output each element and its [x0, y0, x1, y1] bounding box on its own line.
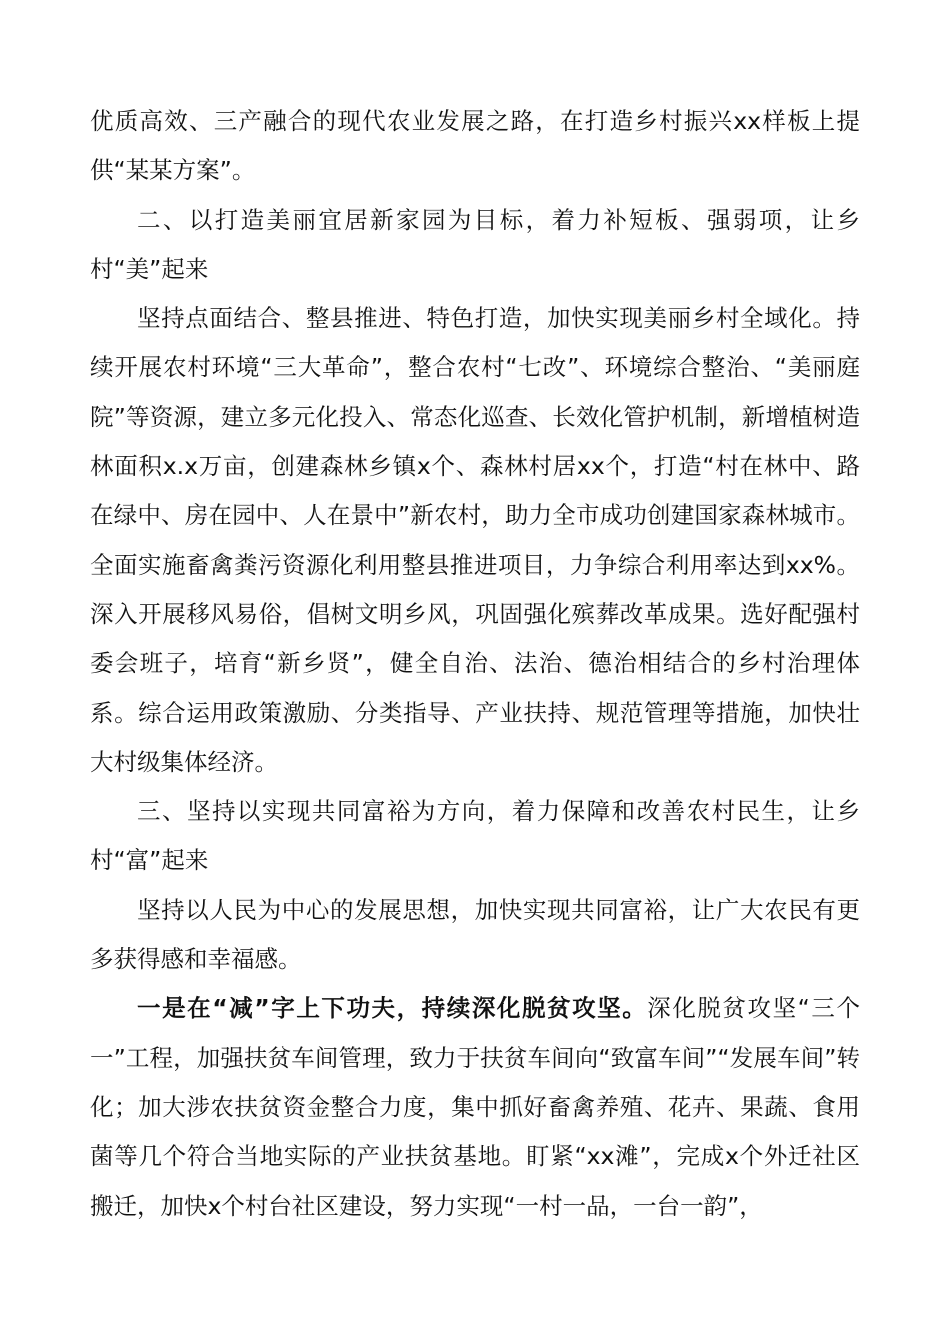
paragraph-beautiful-village: 坚持点面结合、整县推进、特色打造，加快实现美丽乡村全域化。持续开展农村环境“三大革命”，整合农村“七改”、环境综合整治、“美丽庭院”等资源，建立多元化投入、常态化巡查、长效化管护机制，新增植树造林面积x.x万亩，创建森林乡镇x个、森林村居xx个，打造“村在林中、路在绿中、房在园中、人在景中”新农村，助力全市成功创建国家森林城市。全面实施畜禽粪污资源化利用整县推进项目，力争综合利用率达到xx%。深入开展移风易俗，倡树文明乡风，巩固强化殡葬改革成果。选好配强村委会班子，培育“新乡贤”，健全自治、法治、德治相结合的乡村治理体系。综合运用政策激励、分类指导、产业扶持、规范管理等措施，加快壮大村级集体经济。: [90, 304, 860, 776]
paragraph-common-prosperity: 坚持以人民为中心的发展思想，加快实现共同富裕，让广大农民有更多获得感和幸福感。: [90, 895, 860, 974]
paragraph-continuation: 优质高效、三产融合的现代农业发展之路，在打造乡村振兴xx样板上提供“某某方案”。: [90, 107, 860, 185]
paragraph-poverty-alleviation: [90, 984, 860, 1230]
document-body: [90, 97, 860, 1231]
bold-lead-sentence: 一是在“减”字上下功夫，持续深化脱贫攻坚。: [137, 994, 648, 1023]
section-heading-2: 二、以打造美丽宜居新家园为目标，着力补短板、强弱项，让乡村“美”起来: [90, 205, 860, 283]
section-heading-3: 三、坚持以实现共同富裕为方向，着力保障和改善农村民生，让乡村“富”起来: [90, 797, 860, 875]
paragraph-body-text: 深化脱贫攻坚“三个一”工程，加强扶贫车间管理，致力于扶贫车间向“致富车间”“发展车间”转化；加大涉农扶贫资金整合力度，集中抓好畜禽养殖、花卉、果蔬、食用菌等几个符合当地实际的产业扶贫基地。盯紧“xx滩”，完成x个外迁社区搬迁，加快x个村台社区建设，努力实现“一村一品，一台一韵”，: [90, 994, 860, 1220]
